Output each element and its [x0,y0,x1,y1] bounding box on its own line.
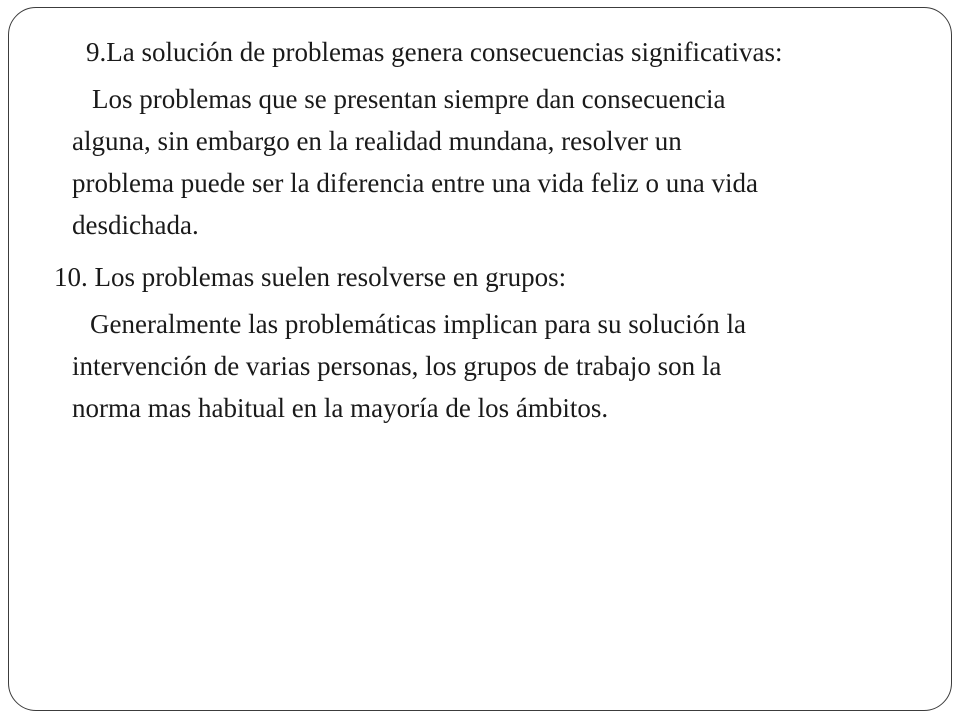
item-9-body-line-3: problema puede ser la diferencia entre una vida feliz o una vida [72,168,758,198]
item-10-body-line-2: intervención de varias personas, los grupos de trabajo son la [72,351,722,381]
item-9-body-line-4: desdichada. [72,210,199,240]
item-9-heading: 9.La solución de problemas genera consecuencias significativas: [86,37,783,67]
item-10-body-line-3: norma mas habitual en la mayoría de los ámbitos. [72,393,609,423]
item-10-body-line-1: Generalmente las problemáticas implican para su solución la [90,309,747,339]
item-9-body-line-1: Los problemas que se presentan siempre dan consecuencia [92,84,726,114]
item-9-body-line-2: alguna, sin embargo en la realidad mundana, resolver un [72,126,682,156]
item-10-heading: 10. Los problemas suelen resolverse en grupos: [54,262,567,292]
